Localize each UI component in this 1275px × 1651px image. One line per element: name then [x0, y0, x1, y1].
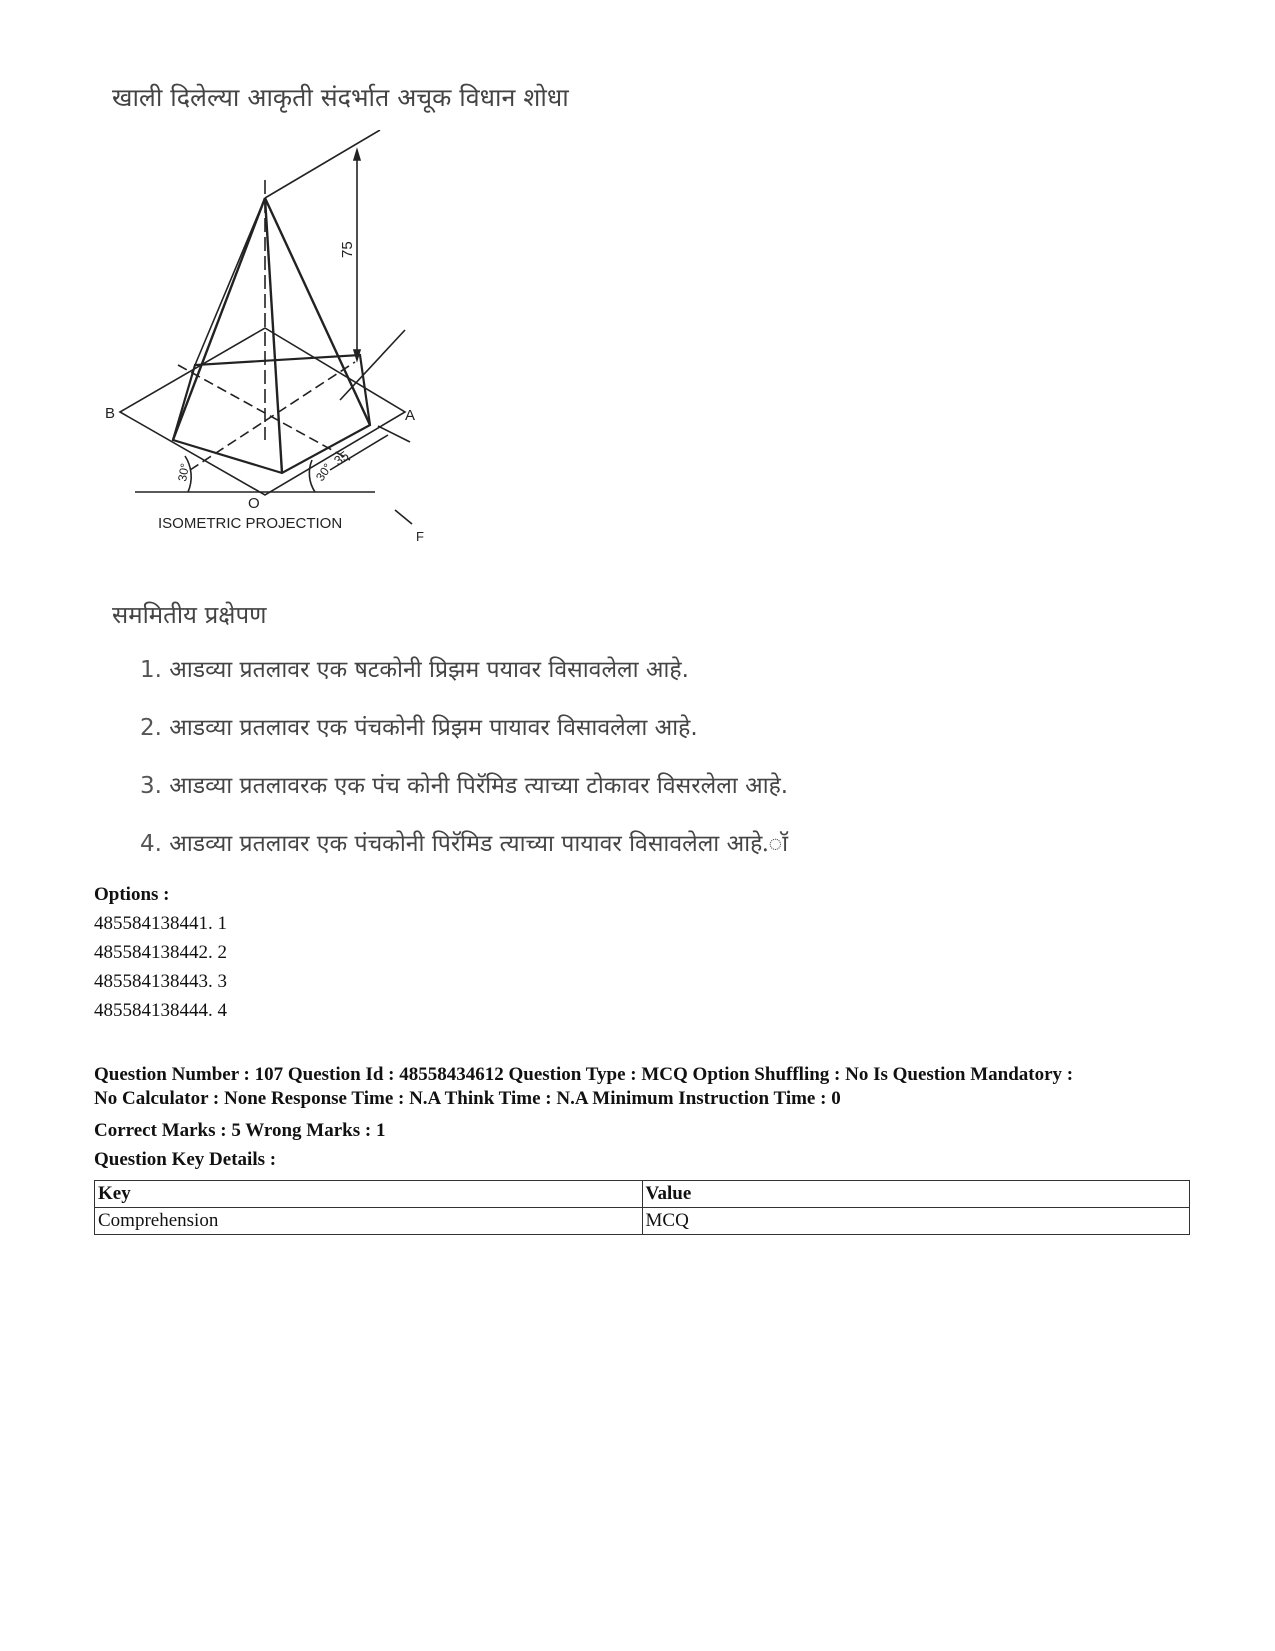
table-header-row — [95, 1181, 1190, 1208]
point-o-label: O — [248, 495, 260, 512]
angle-right-label: 30° — [312, 460, 335, 484]
height-label: 75 — [339, 241, 356, 258]
hidden-line-1 — [178, 365, 350, 460]
pyramid-edge-4 — [195, 198, 265, 365]
side-label: 35 — [331, 447, 352, 469]
pyramid-edge-2 — [265, 198, 282, 473]
pyramid-edge-3 — [265, 198, 370, 425]
question-meta-line2: No Calculator : None Response Time : N.A Think Time : N.A Minimum Instruction Time : 0 — [94, 1088, 841, 1109]
point-a-label: A — [405, 407, 416, 424]
choice-item: 2. आडव्या प्रतलावर एक पंचकोनी प्रिझम पायावर विसावलेला आहे. — [140, 715, 698, 741]
choice-item: 1. आडव्या प्रतलावर एक षटकोनी प्रिझम पयावर विसावलेला आहे. — [140, 657, 689, 683]
hidden-line-2 — [190, 362, 355, 470]
options-title: Options : — [94, 884, 170, 905]
question-meta-line1: Question Number : 107 Question Id : 48558434612 Question Type : MCQ Option Shuffling : No Is Question Mandatory : — [94, 1064, 1074, 1085]
question-meta — [94, 1063, 1194, 1111]
arrow-head-top — [354, 150, 360, 160]
option-item: 485584138442. 2 — [94, 942, 227, 963]
question-prompt: खाली दिलेल्या आकृती संदर्भात अचूक विधान शोधा — [112, 83, 569, 112]
table-row — [95, 1208, 1190, 1235]
marks-line: Correct Marks : 5 Wrong Marks : 1 — [94, 1120, 386, 1141]
choice-item: 3. आडव्या प्रतलावरक एक पंच कोनी पिरॅमिड त्याच्या टोकावर विसरलेला आहे. — [140, 773, 789, 799]
figure-caption: सममितीय प्रक्षेपण — [112, 601, 267, 629]
isometric-pyramid-figure — [100, 130, 440, 620]
table-header-cell: Value — [642, 1181, 1190, 1208]
angle-left-label: 30° — [175, 462, 193, 483]
table-header-cell: Key — [95, 1181, 643, 1208]
view-arrow-f — [395, 510, 412, 524]
point-f-label: F — [416, 529, 424, 544]
pyramid-edge-1 — [173, 198, 265, 440]
extension-line-bottom — [340, 330, 405, 400]
options-block — [94, 880, 227, 1025]
extension-line-top — [265, 130, 380, 198]
point-b-label: B — [105, 405, 116, 422]
extension-line-right — [378, 426, 410, 442]
table-cell: Comprehension — [95, 1208, 643, 1235]
option-item: 485584138441. 1 — [94, 913, 227, 934]
key-details-title: Question Key Details : — [94, 1149, 277, 1170]
question-image — [100, 70, 880, 870]
choice-item: 4. आडव्या प्रतलावर एक पंचकोनी पिरॅमिड त्याच्या पायावर विसावलेला आहे.ॉ — [140, 831, 789, 857]
figure-title: ISOMETRIC PROJECTION — [158, 515, 343, 532]
option-item: 485584138443. 3 — [94, 971, 227, 992]
option-item: 485584138444. 4 — [94, 1000, 227, 1021]
choice-list — [140, 655, 788, 887]
key-details-table — [94, 1180, 1190, 1235]
table-cell: MCQ — [642, 1208, 1190, 1235]
